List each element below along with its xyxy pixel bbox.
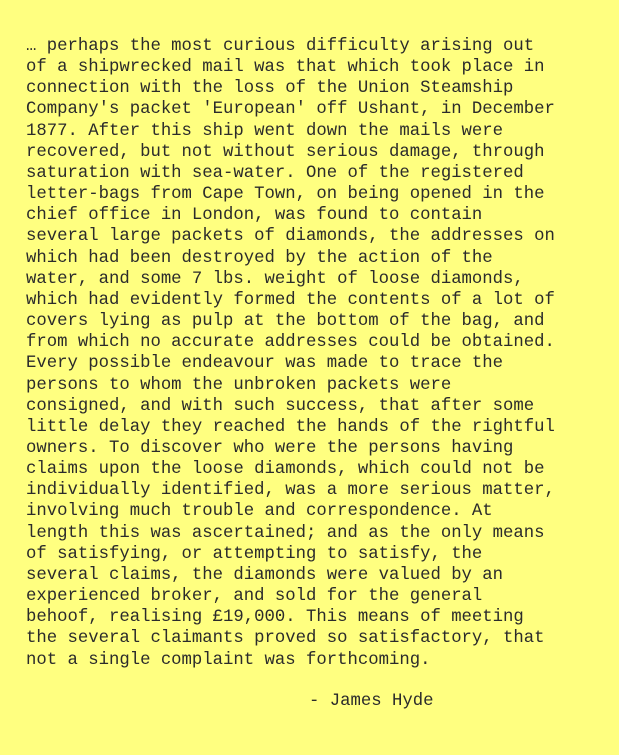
quote-line: several claims, the diamonds were valued by an	[26, 565, 504, 585]
quote-line: of a shipwrecked mail was that which took place in	[26, 58, 545, 78]
quote-attribution: - James Hyde	[309, 692, 434, 711]
quote-line: 1877. After this ship went down the mails were	[26, 121, 504, 141]
quote-line: recovered, but not without serious damage, through	[26, 142, 545, 162]
quote-line: covers lying as pulp at the bottom of the bag, and	[26, 312, 545, 332]
quote-line: Every possible endeavour was made to trace the	[26, 354, 504, 374]
quote-line: owners. To discover who were the persons having	[26, 438, 514, 458]
quote-line: … perhaps the most curious difficulty arising out	[26, 37, 535, 56]
quote-line: behoof, realising £19,000. This means of meeting	[26, 608, 524, 628]
quote-line: length this was ascertained; and as the only means	[26, 523, 545, 543]
quote-line: experienced broker, and sold for the general	[26, 587, 483, 607]
quote-line: the several claimants proved so satisfactory, that	[26, 629, 545, 649]
quote-line: claims upon the loose diamonds, which could not be	[26, 460, 545, 480]
quote-line: little delay they reached the hands of the rightful	[26, 417, 555, 437]
quote-line: consigned, and with such success, that after some	[26, 396, 535, 416]
quote-line: letter-bags from Cape Town, on being opened in the	[26, 185, 545, 205]
quote-line: several large packets of diamonds, the addresses on	[26, 227, 555, 247]
quote-line: which had been destroyed by the action of the	[26, 248, 493, 268]
quote-line: from which no accurate addresses could be obtained.	[26, 333, 555, 353]
quote-line: water, and some 7 lbs. weight of loose diamonds,	[26, 269, 524, 289]
quote-line: individually identified, was a more serious matter,	[26, 481, 555, 501]
quote-line: of satisfying, or attempting to satisfy, the	[26, 544, 483, 564]
quote-line: connection with the loss of the Union Steamship	[26, 79, 514, 99]
quote-line: which had evidently formed the contents of a lot of	[26, 290, 555, 310]
quote-line: Company's packet 'European' off Ushant, in December	[26, 100, 555, 120]
quote-line: chief office in London, was found to contain	[26, 206, 483, 226]
quote-body	[26, 36, 616, 671]
quote-line: persons to whom the unbroken packets were	[26, 375, 452, 395]
quote-line: saturation with sea-water. One of the registered	[26, 163, 524, 183]
quote-line: not a single complaint was forthcoming.	[26, 650, 431, 670]
quote-line: involving much trouble and correspondence. At	[26, 502, 493, 522]
